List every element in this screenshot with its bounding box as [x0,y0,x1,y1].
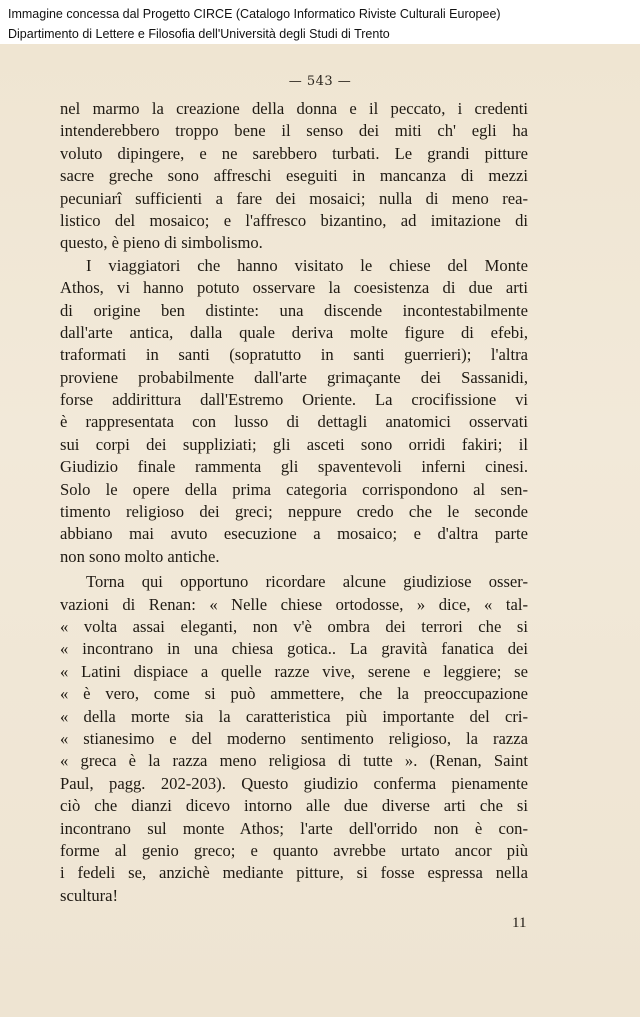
text-line: sui corpi dei suppliziati; gli asceti sono orridi fakiri; il [60,434,528,454]
text-line: « incontrano in una chiesa gotica.. La gravità fanatica dei [60,639,528,659]
text-line: listico del mosaico; e l'affresco bizantino, ad imitazione di [60,210,528,230]
text-line: « della morte sia la caratteristica più importante del cri- [60,706,528,726]
text-line: « Latini dispiace a quelle razze vive, serene e leggiere; se [60,661,528,681]
text-line: proviene probabilmente dall'arte grimaçante dei Sassanidi, [60,367,528,387]
text-line: vazioni di Renan: « Nelle chiese ortodosse, » dice, « tal- [60,594,528,614]
text-line: sacre greche sono affreschi eseguiti in mancanza di mezzi [60,166,528,186]
text-line: traformati in santi (sopratutto in santi guerrieri); l'altra [60,345,528,365]
text-line: « stianesimo e del moderno sentimento religioso, la razza [60,728,528,748]
text-line: pecuniarî sufficienti a fare dei mosaici; nulla di meno rea- [60,188,528,208]
text-line: nel marmo la creazione della donna e il peccato, i credenti [60,99,528,118]
text-line: scultura! [60,885,119,905]
text-line: Torna qui opportuno ricordare alcune giudiziose osser- [86,572,528,592]
text-line: intenderebbero troppo bene il senso dei miti ch' egli ha [60,121,528,141]
text-line: Paul, pagg. 202-203). Questo giudizio conferma pienamente [60,773,528,793]
text-line: voluto dipingere, e ne sarebbero turbati. Le grandi pitture [60,143,528,163]
banner-line-2: Dipartimento di Lettere e Filosofia dell'Università degli Studi di Trento [8,27,390,41]
text-line: Giudizio finale rammenta gli spaventevoli inferni cinesi. [60,457,528,477]
text-line: questo, è pieno di simbolismo. [60,233,263,253]
text-line: Athos, vi hanno potuto osservare la coesistenza di due arti [60,278,528,298]
text-line: « è vero, come si può ammettere, che la preoccupazione [60,684,528,704]
text-line: è rappresentata con lusso di dettagli anatomici osservati [60,412,528,432]
text-line: dall'arte antica, dalla quale deriva molte figure di efebi, [60,322,528,342]
page-number: — 543 — [288,74,352,89]
text-line: abbiano mai avuto esecuzione a mosaico; e d'altra parte [60,524,528,544]
text-line: « volta assai eleganti, non v'è ombra dei terrori che si [60,616,528,636]
text-line: I viaggiatori che hanno visitato le chiese del Monte [86,255,528,275]
text-line: timento religioso dei greci; neppure credo che le seconde [60,502,528,522]
text-line: forse addirittura dall'Estremo Oriente. La crocifissione vi [60,390,528,410]
text-line: incontrano sul monte Athos; l'arte dell'orrido non è con- [60,818,528,838]
text-line: i fedeli se, anzichè mediante pitture, si fosse espressa nella [60,863,528,883]
text-line: ciò che dianzi dicevo intorno alle due diverse arti che si [60,796,528,816]
body-text [60,98,528,907]
copyright-banner [0,0,640,44]
text-line: « greca è la razza meno religiosa di tutte ». (Renan, Saint [60,751,528,771]
text-line: Solo le opere della prima categoria corrispondono al sen- [60,479,528,499]
text-line: forme al genio greco; e quanto avrebbe urtato ancor più [60,840,528,860]
banner-line-1: Immagine concessa dal Progetto CIRCE (Catalogo Informatico Riviste Culturali Europee) [8,7,501,21]
folio-number: 11 [512,915,527,931]
text-line: di origine ben distinte: una discende incontestabilmente [60,300,528,320]
text-line: non sono molto antiche. [60,546,220,566]
